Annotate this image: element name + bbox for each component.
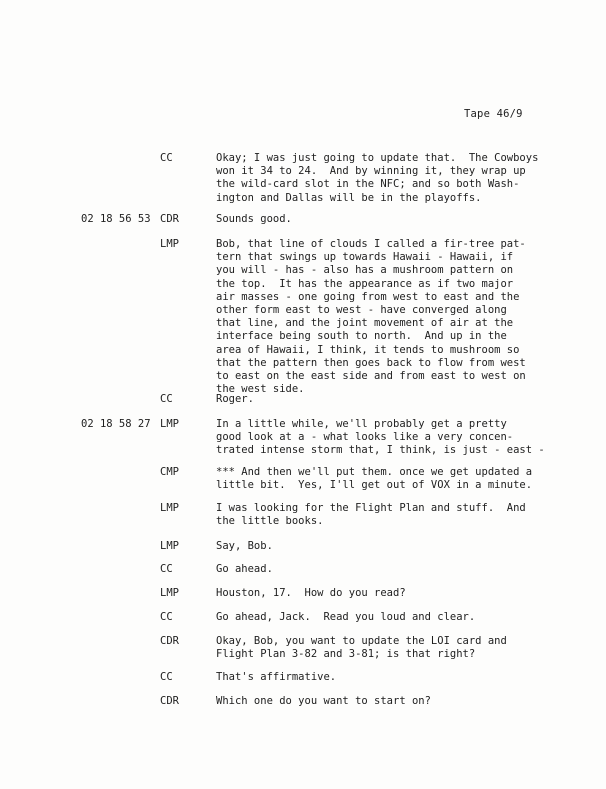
utterance: Bob, that line of clouds I called a fir-tree pat- tern that swings up towards Hawaii - Hawaii, if you will - has - also has a mushroom pattern on the top. It has the appearance as if two major air masses - one going from west to east and the other form east to west - have converged along that line, and the joint movement of air at the interface being south to north. And up in the area of Hawaii, I think, it tends to mushroom so that the pattern then goes back to flow from west to east on the east side and from east to west on the west side. <box>216 238 526 396</box>
speaker: LMP <box>160 502 179 514</box>
speaker: LMP <box>160 238 179 250</box>
utterance: Houston, 17. How do you read? <box>216 587 406 599</box>
utterance: Say, Bob. <box>216 540 273 552</box>
speaker: CDR <box>160 635 179 647</box>
timestamp: 02 18 56 53 <box>81 213 151 225</box>
utterance: That's affirmative. <box>216 671 337 683</box>
timestamp: 02 18 58 27 <box>81 418 151 430</box>
utterance: Go ahead. <box>216 563 273 575</box>
speaker: CC <box>160 671 173 683</box>
utterance: Sounds good. <box>216 213 292 225</box>
utterance: Which one do you want to start on? <box>216 695 431 707</box>
utterance: Okay; I was just going to update that. The Cowboys won it 34 to 24. And by winning it, they wrap up the wild-card slot in the NFC; and so both Wash- ington and Dallas will be in the playoffs. <box>216 152 539 204</box>
utterance: Roger. <box>216 393 254 405</box>
speaker: CMP <box>160 466 179 478</box>
utterance: *** And then we'll put them. once we get updated a little bit. Yes, I'll get out of VOX in a minute. <box>216 466 533 492</box>
speaker: LMP <box>160 540 179 552</box>
utterance: Okay, Bob, you want to update the LOI card and Flight Plan 3-82 and 3-81; is that right? <box>216 635 507 661</box>
tape-number: Tape 46/9 <box>464 108 523 120</box>
utterance: In a little while, we'll probably get a pretty good look at a - what looks like a very concen- trated intense storm that, I think, is just - east - <box>216 418 545 457</box>
speaker: LMP <box>160 587 179 599</box>
speaker: CDR <box>160 213 179 225</box>
speaker: CC <box>160 393 173 405</box>
utterance: I was looking for the Flight Plan and stuff. And the little books. <box>216 502 526 528</box>
speaker: LMP <box>160 418 179 430</box>
speaker: CC <box>160 152 173 164</box>
speaker: CC <box>160 563 173 575</box>
utterance: Go ahead, Jack. Read you loud and clear. <box>216 611 476 623</box>
speaker: CDR <box>160 695 179 707</box>
speaker: CC <box>160 611 173 623</box>
